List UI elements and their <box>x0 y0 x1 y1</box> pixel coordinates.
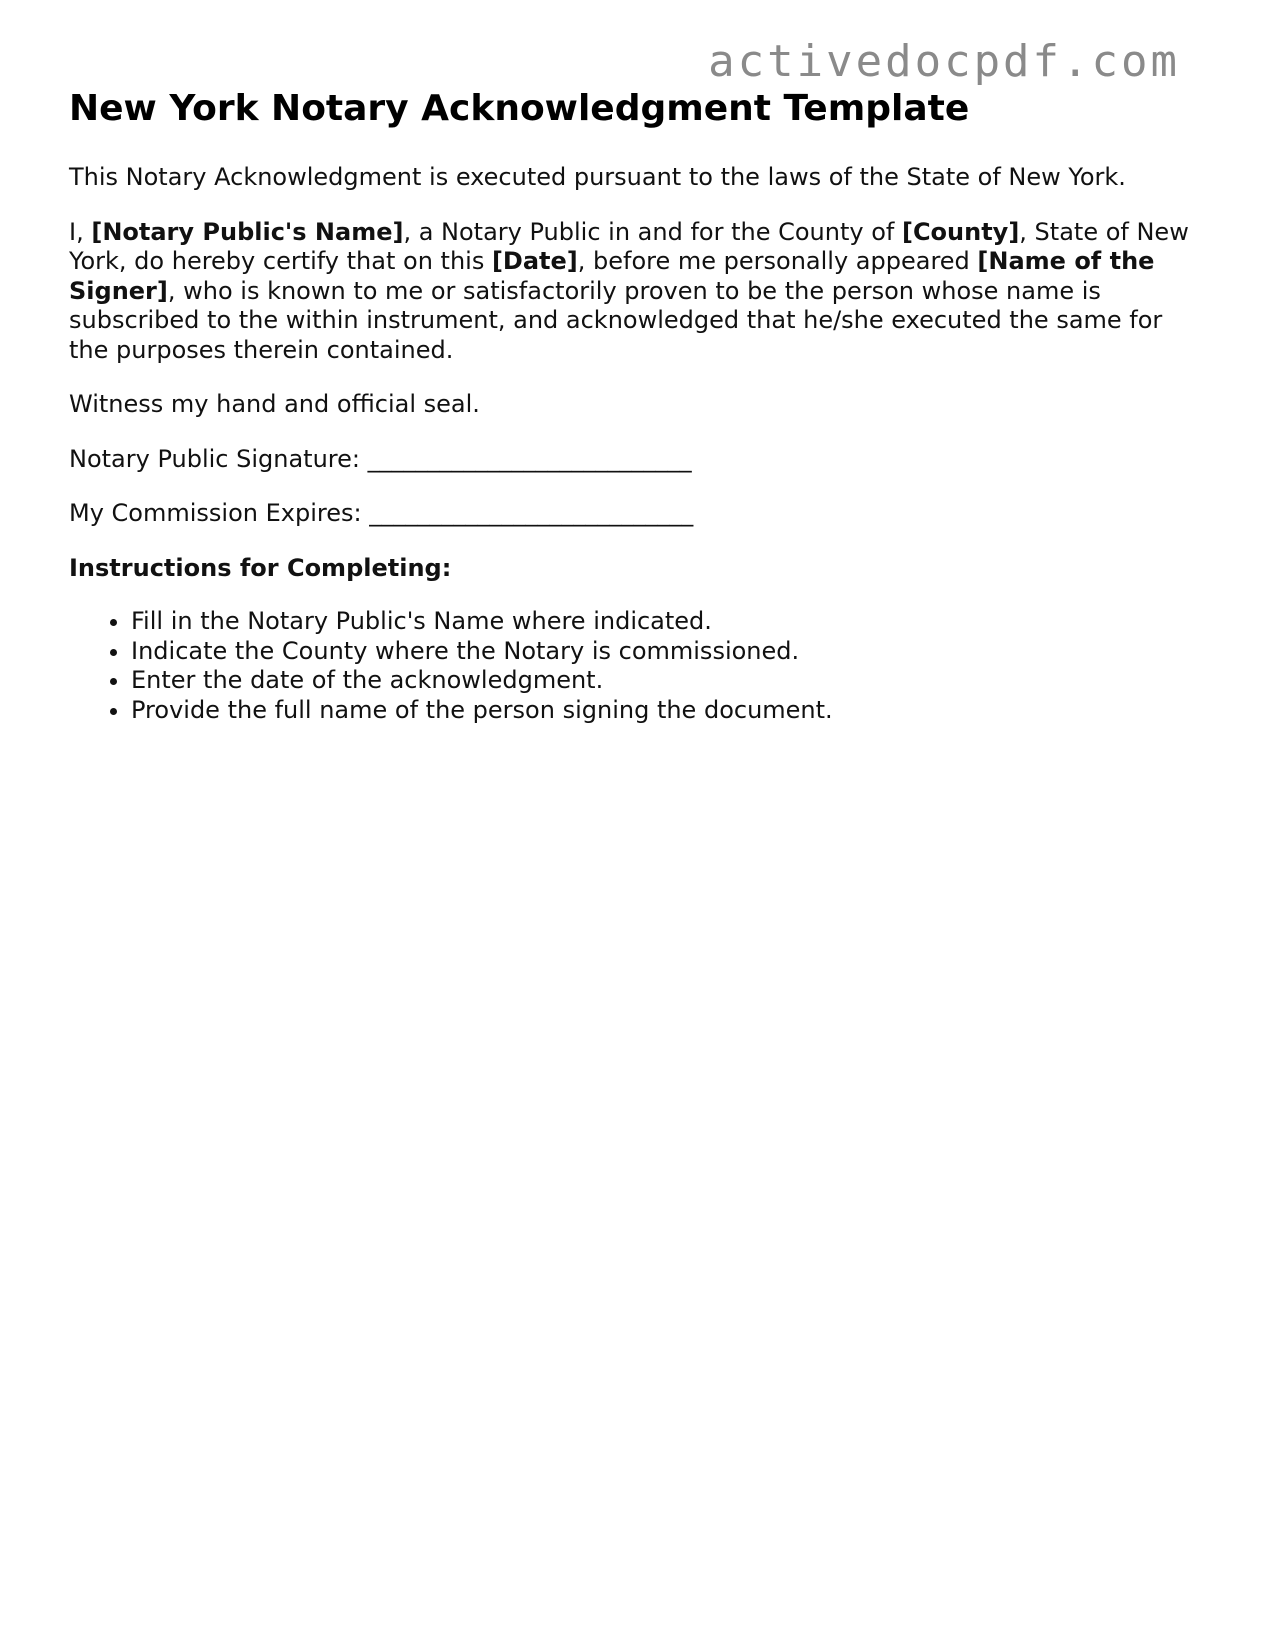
signer-name-placeholder: [Name of the Signer] <box>69 247 1155 305</box>
certification-text: , before me personally appeared <box>577 247 978 275</box>
document-title: New York Notary Acknowledgment Template <box>69 88 970 129</box>
notary-name-placeholder: [Notary Public's Name] <box>91 217 404 246</box>
certification-text: , who is known to me or satisfactorily proven to be the person whose name is subscribed to the within instrument, and acknowledged that he/she executed the same for the purposes therein contained. <box>69 276 1163 364</box>
intro-paragraph: This Notary Acknowledgment is executed pursuant to the laws of the State of New York. <box>69 163 1126 191</box>
document-page <box>69 84 1189 725</box>
instruction-item: • Indicate the County where the Notary is commissioned. <box>131 637 1189 667</box>
instruction-item: • Provide the full name of the person signing the document. <box>131 696 1189 726</box>
date-placeholder: [Date] <box>491 247 578 275</box>
certification-text: , a Notary Public in and for the County of <box>403 217 902 246</box>
certification-text: , State of New York, do hereby certify that on this <box>69 217 1189 275</box>
instruction-item: • Fill in the Notary Public's Name where indicated. <box>131 607 1189 637</box>
instructions-list <box>69 607 1189 725</box>
notary-signature-line: Notary Public Signature: ___________________________ <box>69 444 692 473</box>
witness-statement: Witness my hand and official seal. <box>69 390 480 418</box>
certification-paragraph <box>69 218 1189 366</box>
instructions-heading: Instructions for Completing: <box>69 553 452 582</box>
instruction-item: • Enter the date of the acknowledgment. <box>131 666 1189 696</box>
county-placeholder: [County] <box>901 217 1020 246</box>
watermark: activedocpdf.com <box>708 36 1180 87</box>
commission-expiry-line: My Commission Expires: ___________________________ <box>69 499 694 527</box>
certification-text: I, <box>69 217 92 246</box>
